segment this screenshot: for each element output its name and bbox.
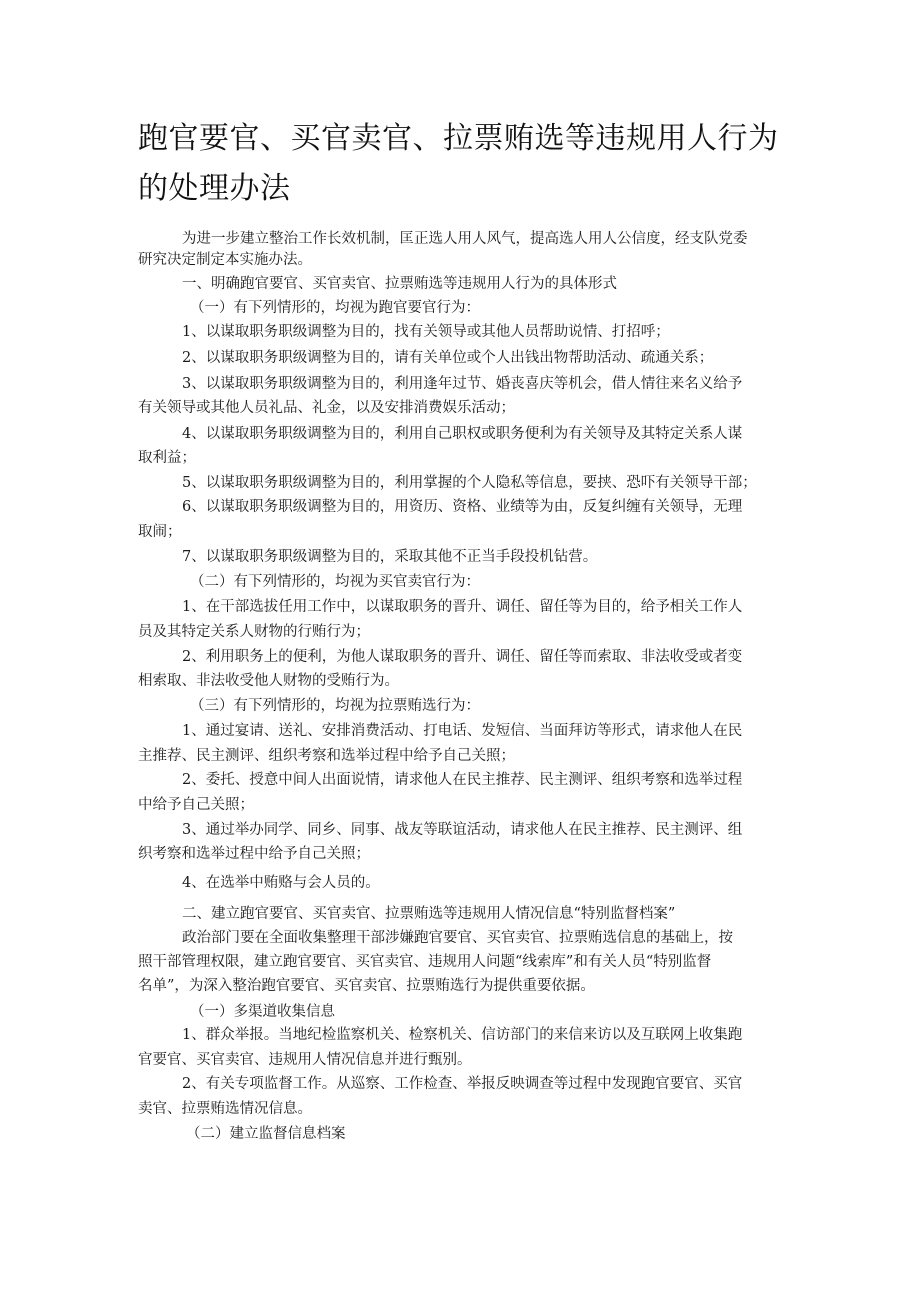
intro-line-2: 研究决定制定本实施办法。 <box>138 252 312 268</box>
list-item: 3、通过举办同学、同乡、同事、战友等联谊活动，请求他人在民主推荐、民主测评、组 <box>182 822 743 838</box>
list-item-continuation: 主推荐、民主测评、组织考察和选举过程中给予自己关照； <box>138 748 515 764</box>
list-item-continuation: 相索取、非法收受他人财物的受贿行为。 <box>138 673 399 689</box>
list-item: 6、以谋取职务职级调整为目的，用资历、资格、业绩等为由，反复纠缠有关领导，无理 <box>182 499 743 515</box>
list-item: 1、以谋取职务职级调整为目的，找有关领导或其他人员帮助说情、打招呼； <box>182 324 670 340</box>
section-1-heading: 一、明确跑官要官、买官卖官、拉票贿选等违规用人行为的具体形式 <box>182 276 617 292</box>
paragraph-line: 名单”，为深入整治跑官要官、买官卖官、拉票贿选行为提供重要依据。 <box>138 978 595 994</box>
subsection-1-2-heading: （二）有下列情形的，均视为买官卖官行为： <box>190 574 480 590</box>
paragraph-line: 政治部门要在全面收集整理干部涉嫌跑官要官、买官卖官、拉票贿选信息的基础上，按 <box>182 930 733 946</box>
subsection-2-2-heading: （二）建立监督信息档案 <box>186 1126 346 1142</box>
paragraph-line: 照干部管理权限，建立跑官要官、买官卖官、违规用人问题“线索库”和有关人员“特别监督 <box>138 954 712 970</box>
list-item: 1、群众举报。当地纪检监察机关、检察机关、信访部门的来信来访以及互联网上收集跑 <box>182 1027 743 1043</box>
list-item: 4、在选举中贿赂与会人员的。 <box>182 875 380 891</box>
subsection-1-1-heading: （一）有下列情形的，均视为跑官要官行为： <box>190 300 480 316</box>
list-item: 3、以谋取职务职级调整为目的，利用逢年过节、婚丧喜庆等机会，借人情往来名义给予 <box>182 376 743 392</box>
list-item: 1、通过宴请、送礼、安排消费活动、打电话、发短信、当面拜访等形式，请求他人在民 <box>182 723 743 739</box>
list-item: 2、利用职务上的便利，为他人谋取职务的晋升、调任、留任等而索取、非法收受或者变 <box>182 649 743 665</box>
list-item-continuation: 织考察和选举过程中给予自己关照； <box>138 846 370 862</box>
subsection-2-1-heading: （一）多渠道收集信息 <box>190 1004 335 1020</box>
list-item-continuation: 员及其特定关系人财物的行贿行为； <box>138 624 370 640</box>
list-item-continuation: 有关领导或其他人员礼品、礼金，以及安排消费娱乐活动； <box>138 400 515 416</box>
list-item-continuation: 取利益； <box>138 450 196 466</box>
list-item-continuation: 中给予自己关照； <box>138 797 254 813</box>
list-item-continuation: 官要官、买官卖官、违规用人情况信息并进行甄别。 <box>138 1052 472 1068</box>
list-item: 2、有关专项监督工作。从巡察、工作检查、举报反映调查等过程中发现跑官要官、买官 <box>182 1076 743 1092</box>
section-2-heading: 二、建立跑官要官、买官卖官、拉票贿选等违规用人情况信息“特别监督档案” <box>182 906 676 922</box>
list-item: 7、以谋取职务职级调整为目的，采取其他不正当手段投机钻营。 <box>182 549 598 565</box>
list-item-continuation: 取闹； <box>138 524 182 540</box>
document-title: 跑官要官、买官卖官、拉票贿选等违规用人行为的处理办法 <box>138 121 779 206</box>
intro-line-1: 为进一步建立整治工作长效机制，匡正选人用人风气，提高选人用人公信度，经支队党委 <box>182 231 748 247</box>
list-item: 2、以谋取职务职级调整为目的，请有关单位或个人出钱出物帮助活动、疏通关系； <box>182 350 714 366</box>
subsection-1-3-heading: （三）有下列情形的，均视为拉票贿选行为： <box>190 698 480 714</box>
list-item: 5、以谋取职务职级调整为目的，利用掌握的个人隐私等信息，要挟、恐吓有关领导干部； <box>182 475 757 491</box>
list-item: 4、以谋取职务职级调整为目的，利用自己职权或职务便利为有关领导及其特定关系人谋 <box>182 426 743 442</box>
list-item: 2、委托、授意中间人出面说情，请求他人在民主推荐、民主测评、组织考察和选举过程 <box>182 772 743 788</box>
list-item-continuation: 卖官、拉票贿选情况信息。 <box>138 1101 312 1117</box>
list-item: 1、在干部选拔任用工作中，以谋取职务的晋升、调任、留任等为目的，给予相关工作人 <box>182 599 743 615</box>
